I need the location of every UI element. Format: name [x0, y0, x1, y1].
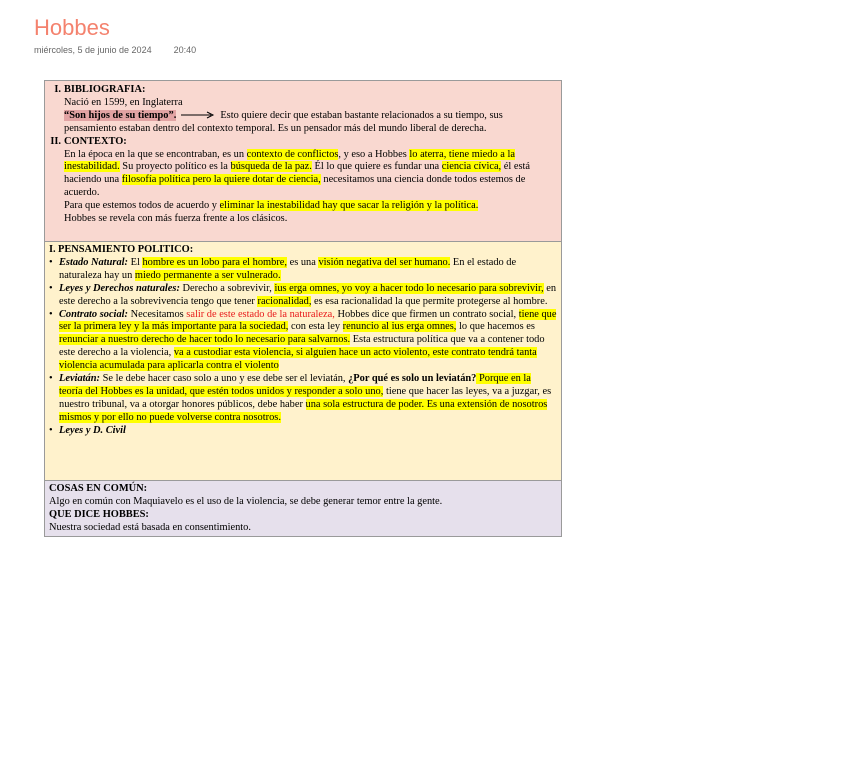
highlight: miedo permanente a ser vulnerado.: [134, 269, 281, 281]
quote-paragraph: [64, 110, 557, 136]
page-date: [34, 45, 196, 55]
heading-contexto-row: [49, 136, 557, 149]
heading-pensamiento: PENSAMIENTO POLITICO:: [58, 244, 194, 255]
bullet-leyes-civil: • Leyes y D. Civil: [49, 424, 126, 436]
red-text: salir de este estado de la naturaleza,: [186, 308, 335, 320]
note-table[interactable]: [44, 80, 562, 537]
roman-numeral: I.: [49, 244, 56, 255]
bullet-icon: •: [49, 256, 53, 268]
comun-text: Algo en común con Maquiavelo es el uso de la violencia, se debe generar temor entre la gente.: [49, 495, 443, 507]
highlight: una sola estructura de poder. Es una extensión de nosotros mismos y por ello no puede volverse contra nosotros.: [59, 398, 548, 423]
bullet-contrato-social: • Contrato social: Necesitamos salir de este estado de la naturaleza, Hobbes dice que firmen un contrato social, tiene que ser la primera ley y la más importante para la sociedad, con esta ley renuncio al ius erga omnes, lo que hacemos es renunciar a nuestro derecho de hacer todo lo necesario para salvarnos. Esta estructura política que va a contener todo este derecho a la violencia, va a custodiar esta violencia, si alguien hace un acto violento, este contrato tendrá tanta violencia acumulada para aplicarla contra el violento: [49, 308, 557, 372]
table-cell-bibliografia[interactable]: [45, 81, 561, 241]
time-text: 20:40: [173, 45, 197, 55]
quote-explanation: Esto quiere decir que estaban bastante relacionados a su tiempo, sus pensamiento estaban dentro del contexto temporal. Es un pensador más del mundo liberal de derecha.: [64, 109, 503, 134]
arrow-right-icon: [180, 111, 216, 119]
bullet-icon: •: [49, 424, 53, 436]
heading-pensamiento-row: [49, 244, 557, 257]
heading-bibliografia: BIBLIOGRAFIA:: [64, 84, 146, 95]
highlight: ciencia cívica,: [441, 161, 502, 173]
highlight: filosofía política pero la quiere dotar de ciencia,: [121, 174, 321, 186]
highlight: búsqueda de la paz.: [230, 161, 312, 173]
highlight: lo aterra, tiene miedo a la inestabilidad.: [64, 148, 515, 173]
heading-contexto: CONTEXTO:: [64, 135, 127, 147]
bullet-leviatan: • Leviatán: Se le debe hacer caso solo a uno y ese debe ser el leviatán, ¿Por qué es solo un leviatán? Porque en la teoría del Hobbes es la unidad, que estén todos unidos y responder a solo uno, tiene que hacer las leyes, va a juzgar, es nuestro tribunal, va a otorgar honores públicos, debe haber una sola estructura de poder. Es una extensión de nosotros mismos y por ello no puede volverse contra nosotros.: [49, 373, 552, 423]
heading-que-dice-hobbes: QUE DICE HOBBES:: [49, 508, 149, 520]
bullet-icon: •: [49, 373, 53, 385]
heading-cosas-en-comun: COSAS EN COMÚN:: [49, 483, 148, 494]
bullet-icon: •: [49, 282, 53, 294]
highlight: contexto de conflictos: [246, 148, 339, 160]
highlight: va a custodiar esta violencia, si alguien hace un acto violento, este contrato tendrá tanta violencia acumulada para aplicarla contra el violento: [59, 347, 537, 372]
roman-numeral: I.: [54, 84, 61, 95]
heading-bibliografia-row: [49, 84, 557, 97]
highlight: visión negativa del ser humano.: [318, 256, 451, 268]
date-text: miércoles, 5 de junio de 2024: [34, 45, 152, 55]
highlight: tiene que ser la primera ley y la más importante para la sociedad,: [59, 308, 557, 333]
roman-numeral: II.: [50, 135, 61, 147]
highlight: hombre es un lobo para el hombre,: [142, 256, 287, 268]
highlight: ius erga omnes, yo voy a hacer todo lo necesario para sobrevivir,: [274, 282, 544, 294]
highlight: eliminar la inestabilidad hay que sacar la religión y la política.: [219, 200, 479, 212]
contexto-paragraph: En la época en la que se encontraban, es un contexto de conflictos, y eso a Hobbes lo aterra, tiene miedo a la inestabilidad. Su proyecto político es la búsqueda de la paz. Él lo que quiere es fundar una ciencia cívica, él está haciendo una filosofía política pero la quiere dotar de ciencia, necesitamos una ciencia donde todos estemos de acuerdo.: [64, 148, 531, 199]
hobbes-text: Nuestra sociedad está basada en consentimiento.: [49, 521, 251, 533]
table-cell-pensamiento[interactable]: [45, 241, 561, 480]
table-cell-comun[interactable]: [45, 480, 561, 536]
highlight: Porque en la teoría del Hobbes es la unidad, que estén todos unidos y responder a solo uno,: [59, 373, 531, 397]
born-line: Nació en 1599, en Inglaterra: [64, 96, 183, 108]
highlight: renuncio al ius erga omnes,: [342, 321, 457, 333]
highlight: racionalidad,: [257, 295, 312, 307]
paz-paragraph: Para que estemos todos de acuerdo y eliminar la inestabilidad hay que sacar la religión y la política.: [64, 200, 479, 212]
clasicos-paragraph: Hobbes se revela con más fuerza frente a los clásicos.: [64, 213, 288, 225]
quote-text: “Son hijos de su tiempo”.: [64, 109, 177, 121]
highlight: renunciar a nuestro derecho de hacer todo lo necesario para salvarnos.: [59, 334, 351, 346]
bullet-icon: •: [49, 308, 53, 320]
bullet-leyes-derechos: • Leyes y Derechos naturales: Derecho a sobrevivir, ius erga omnes, yo voy a hacer todo lo necesario para sobrevivir, en este derecho a la sobrevivencia tengo que tener racionalidad, es esa racionalidad la que permite protegerse al hombre.: [49, 282, 557, 307]
bullet-estado-natural: • Estado Natural: El hombre es un lobo para el hombre, es una visión negativa del ser humano. En el estado de naturaleza hay un miedo permanente a ser vulnerado.: [49, 256, 517, 281]
page-title[interactable]: Hobbes: [34, 15, 110, 40]
